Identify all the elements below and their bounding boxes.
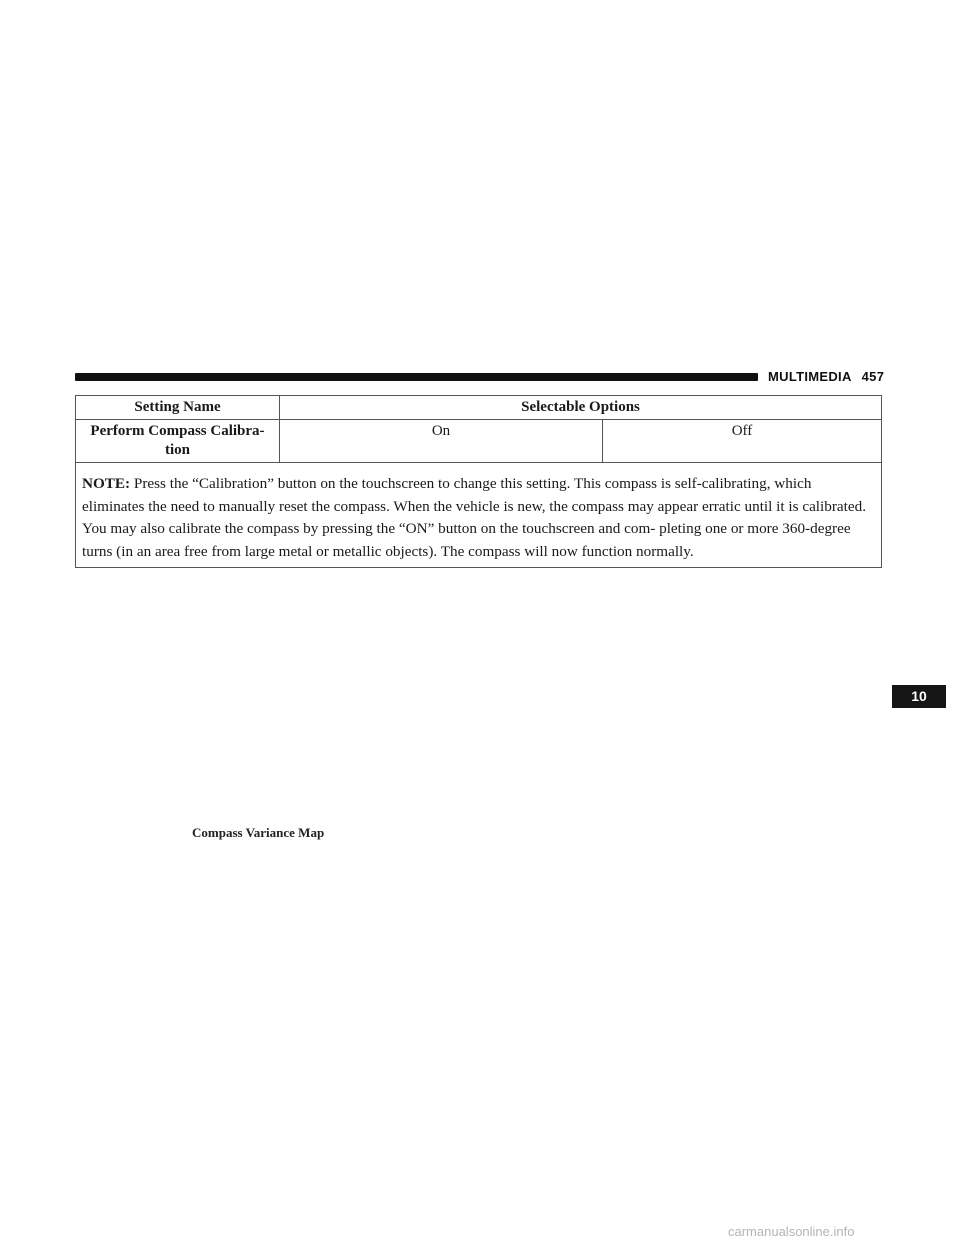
page-number: 457 <box>861 369 885 384</box>
header-rule <box>75 373 758 381</box>
note-label: NOTE: <box>82 475 131 492</box>
setting-name-line1: Perform Compass Calibra- <box>90 423 265 439</box>
option-off: Off <box>603 420 882 463</box>
note-cell <box>76 463 882 568</box>
setting-name-cell <box>76 420 280 463</box>
option-on: On <box>280 420 603 463</box>
settings-table <box>75 395 882 568</box>
setting-name-line2: tion <box>164 442 190 458</box>
section-title: MULTIMEDIA <box>768 369 852 384</box>
note-row <box>76 463 882 568</box>
watermark: carmanualsonline.info <box>728 1224 855 1239</box>
table-header-row <box>76 396 882 420</box>
selectable-options-header: Selectable Options <box>280 396 882 420</box>
setting-name-header: Setting Name <box>76 396 280 420</box>
figure-caption: Compass Variance Map <box>192 825 325 840</box>
note-text: Press the “Calibration” button on the touchscreen to change this setting. This compass is self-calibrating, which eliminates the need to manually reset the compass. When the vehicle is new, the compass may appear erratic until it is calibrated. You may also calibrate the compass by pressing the “ON” button on the touchscreen and com- pleting one or more 360-degree turns (in an area free from large metal or metallic objects). The compass will now function normally. <box>82 475 866 560</box>
running-header <box>768 369 884 384</box>
chapter-tab: 10 <box>892 685 946 708</box>
table-row <box>76 420 882 463</box>
